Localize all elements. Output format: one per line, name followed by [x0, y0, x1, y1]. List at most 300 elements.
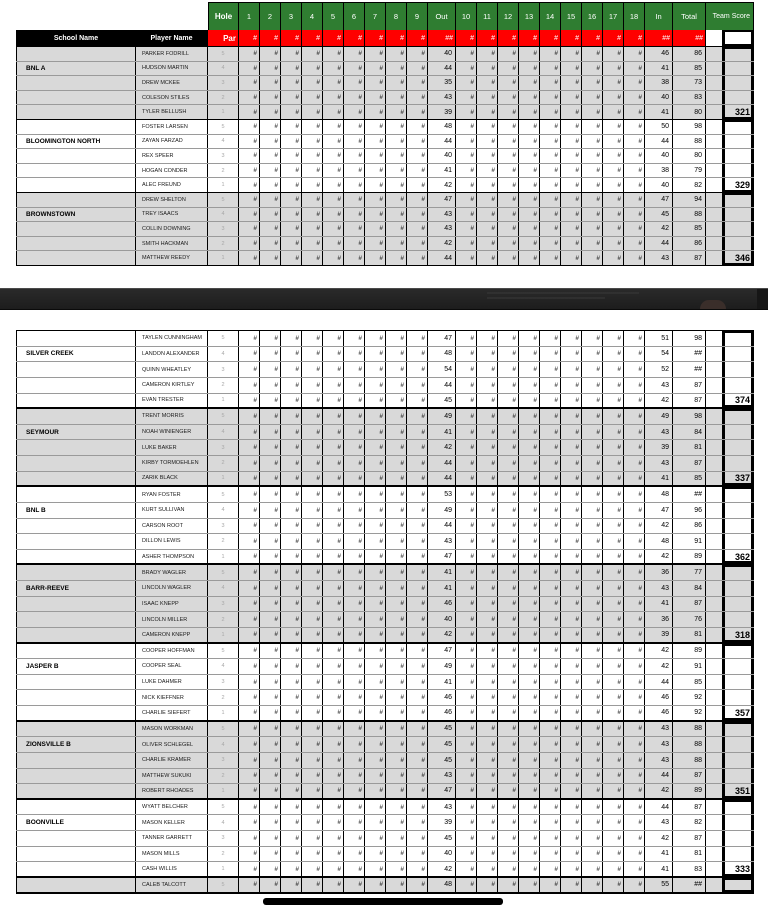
hole-score-cell[interactable]: # [519, 487, 540, 502]
team-score-cell[interactable]: 337 [723, 472, 754, 486]
gap-cell[interactable] [706, 503, 723, 518]
hole-score-cell[interactable]: # [477, 222, 498, 236]
hole-score-cell[interactable]: # [323, 149, 344, 163]
gap-cell[interactable] [706, 347, 723, 362]
hole-score-cell[interactable]: # [582, 208, 603, 222]
hole-score-cell[interactable]: # [519, 784, 540, 798]
hole-score-cell[interactable]: # [498, 178, 519, 192]
out-score-cell[interactable]: 44 [428, 456, 456, 471]
hole-score-cell[interactable]: # [498, 519, 519, 534]
hole-score-cell[interactable]: # [260, 800, 281, 815]
hole-score-cell[interactable]: # [323, 394, 344, 408]
hole-score-cell[interactable]: # [239, 847, 260, 862]
hole-score-cell[interactable]: # [498, 644, 519, 659]
in-score-cell[interactable]: 40 [645, 178, 673, 192]
hole-score-cell[interactable]: # [624, 784, 645, 798]
total-score-cell[interactable]: 98 [673, 331, 706, 346]
hole-number-header[interactable]: 18 [624, 2, 645, 30]
hole-score-cell[interactable]: # [624, 347, 645, 362]
hole-score-cell[interactable]: # [323, 425, 344, 440]
hole-score-cell[interactable]: # [239, 394, 260, 408]
hole-score-cell[interactable]: # [582, 347, 603, 362]
hole-score-cell[interactable]: # [365, 519, 386, 534]
hole-score-cell[interactable]: # [386, 135, 407, 149]
gap-cell[interactable] [706, 409, 723, 424]
hole-score-cell[interactable]: # [239, 503, 260, 518]
hole-score-cell[interactable]: # [540, 628, 561, 642]
player-name-cell[interactable]: MATTHEW REEDY [136, 251, 208, 265]
hole-score-cell[interactable]: # [281, 565, 302, 580]
hole-score-cell[interactable]: # [260, 519, 281, 534]
hole-score-cell[interactable]: # [281, 178, 302, 192]
par-hole-cell[interactable]: # [323, 30, 344, 46]
hole-score-cell[interactable]: # [582, 784, 603, 798]
hole-score-cell[interactable]: # [323, 644, 344, 659]
hole-score-cell[interactable]: # [582, 47, 603, 61]
hole-score-cell[interactable]: # [561, 690, 582, 705]
hole-score-cell[interactable]: # [302, 47, 323, 61]
hole-score-cell[interactable]: # [561, 628, 582, 642]
hole-score-cell[interactable]: # [456, 675, 477, 690]
team-score-cell[interactable]: 357 [723, 706, 754, 720]
hole-score-cell[interactable]: # [407, 675, 428, 690]
hole-score-cell[interactable]: # [540, 222, 561, 236]
hole-score-cell[interactable]: # [519, 456, 540, 471]
hole-score-cell[interactable]: # [365, 815, 386, 830]
hole-score-cell[interactable]: # [323, 47, 344, 61]
total-score-cell[interactable]: 82 [673, 815, 706, 830]
par-hole-cell[interactable]: # [344, 30, 365, 46]
hole-score-cell[interactable]: # [603, 222, 624, 236]
hole-score-cell[interactable]: # [407, 815, 428, 830]
par-hole-cell[interactable]: # [456, 30, 477, 46]
hole-score-cell[interactable]: # [365, 769, 386, 784]
hole-score-cell[interactable]: # [281, 120, 302, 134]
player-rank-cell[interactable]: 5 [208, 120, 239, 134]
school-name-cell[interactable] [16, 722, 136, 737]
hole-score-cell[interactable]: # [540, 753, 561, 768]
hole-score-cell[interactable]: # [302, 91, 323, 105]
school-name-cell[interactable] [16, 105, 136, 119]
hole-score-cell[interactable]: # [624, 628, 645, 642]
hole-score-cell[interactable]: # [386, 550, 407, 564]
out-score-cell[interactable]: 44 [428, 378, 456, 393]
hole-score-cell[interactable]: # [498, 164, 519, 178]
player-name-cell[interactable]: DREW MCKEE [136, 76, 208, 90]
hole-score-cell[interactable]: # [603, 487, 624, 502]
hole-score-cell[interactable]: # [456, 120, 477, 134]
hole-score-cell[interactable]: # [456, 425, 477, 440]
hole-score-cell[interactable]: # [260, 456, 281, 471]
hole-score-cell[interactable]: # [260, 76, 281, 90]
hole-score-cell[interactable]: # [344, 164, 365, 178]
hole-score-cell[interactable]: # [344, 815, 365, 830]
hole-score-cell[interactable]: # [498, 347, 519, 362]
hole-score-cell[interactable]: # [561, 76, 582, 90]
in-score-cell[interactable]: 41 [645, 62, 673, 76]
hole-score-cell[interactable]: # [624, 644, 645, 659]
school-name-cell[interactable] [16, 862, 136, 876]
hole-score-cell[interactable]: # [260, 847, 281, 862]
hole-score-cell[interactable]: # [456, 47, 477, 61]
in-score-cell[interactable]: 39 [645, 440, 673, 455]
player-rank-cell[interactable]: 5 [208, 644, 239, 659]
hole-score-cell[interactable]: # [407, 105, 428, 119]
player-name-cell[interactable]: FOSTER LARSEN [136, 120, 208, 134]
hole-score-cell[interactable]: # [477, 164, 498, 178]
hole-score-cell[interactable]: # [323, 862, 344, 876]
hole-score-cell[interactable]: # [365, 251, 386, 265]
hole-score-cell[interactable]: # [519, 47, 540, 61]
player-name-cell[interactable]: TAYLEN CUNNINGHAM [136, 331, 208, 346]
player-rank-cell[interactable]: 5 [208, 722, 239, 737]
player-rank-cell[interactable]: 2 [208, 237, 239, 251]
hole-score-cell[interactable]: # [239, 251, 260, 265]
hole-score-cell[interactable]: # [386, 394, 407, 408]
hole-score-cell[interactable]: # [498, 612, 519, 627]
hole-score-cell[interactable]: # [582, 690, 603, 705]
hole-score-cell[interactable]: # [540, 47, 561, 61]
gap-cell[interactable] [706, 565, 723, 580]
hole-score-cell[interactable]: # [456, 550, 477, 564]
hole-score-cell[interactable]: # [498, 193, 519, 207]
hole-score-cell[interactable]: # [540, 800, 561, 815]
hole-score-cell[interactable]: # [386, 659, 407, 674]
player-rank-cell[interactable]: 2 [208, 847, 239, 862]
hole-score-cell[interactable]: # [561, 706, 582, 720]
hole-score-cell[interactable]: # [624, 581, 645, 596]
hole-score-cell[interactable]: # [344, 91, 365, 105]
hole-score-cell[interactable]: # [281, 487, 302, 502]
hole-score-cell[interactable]: # [281, 193, 302, 207]
in-score-cell[interactable]: 42 [645, 659, 673, 674]
hole-score-cell[interactable]: # [519, 331, 540, 346]
hole-score-cell[interactable]: # [498, 472, 519, 486]
hole-score-cell[interactable]: # [365, 347, 386, 362]
in-score-cell[interactable]: 46 [645, 706, 673, 720]
total-score-cell[interactable]: 87 [673, 831, 706, 846]
hole-score-cell[interactable]: # [407, 753, 428, 768]
out-score-cell[interactable]: 35 [428, 76, 456, 90]
hole-score-cell[interactable]: # [323, 597, 344, 612]
hole-score-cell[interactable]: # [344, 784, 365, 798]
hole-score-cell[interactable]: # [540, 472, 561, 486]
school-name-cell[interactable]: BARR-REEVE [16, 581, 136, 596]
player-name-cell[interactable]: REX SPEER [136, 149, 208, 163]
hole-score-cell[interactable]: # [302, 706, 323, 720]
hole-score-cell[interactable]: # [561, 519, 582, 534]
player-name-cell[interactable]: CASH WILLIS [136, 862, 208, 876]
player-name-cell[interactable]: PARKER FODRILL [136, 47, 208, 61]
hole-score-cell[interactable]: # [561, 847, 582, 862]
hole-score-cell[interactable]: # [260, 722, 281, 737]
hole-score-cell[interactable]: # [260, 331, 281, 346]
hole-score-cell[interactable]: # [582, 503, 603, 518]
total-score-cell[interactable]: 86 [673, 47, 706, 61]
hole-score-cell[interactable]: # [477, 550, 498, 564]
hole-score-cell[interactable]: # [540, 394, 561, 408]
hole-score-cell[interactable]: # [239, 565, 260, 580]
hole-score-cell[interactable]: # [477, 690, 498, 705]
hole-score-cell[interactable]: # [477, 815, 498, 830]
player-rank-cell[interactable]: 3 [208, 149, 239, 163]
player-rank-cell[interactable]: 1 [208, 178, 239, 192]
hole-score-cell[interactable]: # [302, 737, 323, 752]
total-score-cell[interactable]: 89 [673, 550, 706, 564]
hole-score-cell[interactable]: # [624, 753, 645, 768]
hole-score-cell[interactable]: # [302, 105, 323, 119]
hole-score-cell[interactable]: # [477, 76, 498, 90]
in-score-cell[interactable]: 43 [645, 753, 673, 768]
hole-score-cell[interactable]: # [407, 628, 428, 642]
hole-score-cell[interactable]: # [519, 581, 540, 596]
hole-score-cell[interactable]: # [260, 831, 281, 846]
hole-score-cell[interactable]: # [519, 378, 540, 393]
hole-score-cell[interactable]: # [477, 675, 498, 690]
hole-score-cell[interactable]: # [477, 237, 498, 251]
school-name-cell[interactable] [16, 331, 136, 346]
hole-score-cell[interactable]: # [239, 76, 260, 90]
hole-score-cell[interactable]: # [456, 862, 477, 876]
hole-score-cell[interactable]: # [407, 251, 428, 265]
out-score-cell[interactable]: 44 [428, 251, 456, 265]
out-score-cell[interactable]: 41 [428, 581, 456, 596]
hole-score-cell[interactable]: # [323, 237, 344, 251]
hole-score-cell[interactable]: # [498, 456, 519, 471]
hole-score-cell[interactable]: # [302, 331, 323, 346]
out-score-cell[interactable]: 49 [428, 659, 456, 674]
team-score-cell[interactable] [723, 659, 754, 674]
player-rank-cell[interactable]: 4 [208, 581, 239, 596]
hole-score-cell[interactable]: # [498, 878, 519, 892]
hole-score-cell[interactable]: # [540, 105, 561, 119]
hole-score-cell[interactable]: # [344, 409, 365, 424]
hole-score-cell[interactable]: # [603, 456, 624, 471]
hole-score-cell[interactable]: # [498, 769, 519, 784]
hole-number-header[interactable]: 15 [561, 2, 582, 30]
hole-score-cell[interactable]: # [477, 472, 498, 486]
hole-score-cell[interactable]: # [561, 612, 582, 627]
hole-score-cell[interactable]: # [302, 208, 323, 222]
hole-score-cell[interactable]: # [498, 487, 519, 502]
hole-score-cell[interactable]: # [624, 120, 645, 134]
hole-score-cell[interactable]: # [603, 208, 624, 222]
in-score-cell[interactable]: 42 [645, 394, 673, 408]
hole-score-cell[interactable]: # [281, 550, 302, 564]
in-score-cell[interactable]: 55 [645, 878, 673, 892]
hole-score-cell[interactable]: # [302, 222, 323, 236]
total-score-cell[interactable]: 94 [673, 193, 706, 207]
par-hole-cell[interactable]: # [365, 30, 386, 46]
total-score-cell[interactable]: 85 [673, 62, 706, 76]
hole-score-cell[interactable]: # [344, 378, 365, 393]
hole-score-cell[interactable]: # [407, 76, 428, 90]
hole-score-cell[interactable]: # [603, 237, 624, 251]
hole-score-cell[interactable]: # [260, 690, 281, 705]
hole-score-cell[interactable]: # [407, 878, 428, 892]
total-score-cell[interactable]: 91 [673, 534, 706, 549]
hole-score-cell[interactable]: # [365, 178, 386, 192]
hole-score-cell[interactable]: # [456, 440, 477, 455]
in-score-cell[interactable]: 44 [645, 237, 673, 251]
hole-score-cell[interactable]: # [344, 519, 365, 534]
total-score-cell[interactable]: 88 [673, 135, 706, 149]
gap-cell[interactable] [706, 800, 723, 815]
hole-score-cell[interactable]: # [365, 105, 386, 119]
hole-score-cell[interactable]: # [603, 76, 624, 90]
hole-score-cell[interactable]: # [323, 62, 344, 76]
hole-score-cell[interactable]: # [561, 784, 582, 798]
hole-score-cell[interactable]: # [260, 425, 281, 440]
player-rank-cell[interactable]: 2 [208, 690, 239, 705]
hole-score-cell[interactable]: # [561, 178, 582, 192]
school-name-cell[interactable] [16, 675, 136, 690]
hole-score-cell[interactable]: # [477, 120, 498, 134]
player-name-cell[interactable]: LINCOLN WAGLER [136, 581, 208, 596]
hole-score-cell[interactable]: # [624, 831, 645, 846]
hole-score-cell[interactable]: # [603, 91, 624, 105]
gap-cell[interactable] [706, 644, 723, 659]
player-rank-cell[interactable]: 1 [208, 784, 239, 798]
team-score-cell[interactable] [723, 565, 754, 580]
hole-score-cell[interactable]: # [456, 612, 477, 627]
gap-cell[interactable] [706, 178, 723, 192]
hole-score-cell[interactable]: # [260, 737, 281, 752]
hole-score-cell[interactable]: # [561, 659, 582, 674]
hole-score-cell[interactable]: # [603, 440, 624, 455]
school-name-cell[interactable]: BNL B [16, 503, 136, 518]
in-score-cell[interactable]: 42 [645, 831, 673, 846]
hole-score-cell[interactable]: # [323, 456, 344, 471]
hole-score-cell[interactable]: # [624, 769, 645, 784]
hole-score-cell[interactable]: # [477, 487, 498, 502]
hole-score-cell[interactable]: # [477, 722, 498, 737]
player-rank-cell[interactable]: 4 [208, 208, 239, 222]
gap-cell[interactable] [706, 164, 723, 178]
gap-cell[interactable] [706, 30, 723, 46]
hole-score-cell[interactable]: # [344, 135, 365, 149]
hole-score-cell[interactable]: # [519, 62, 540, 76]
hole-number-header[interactable]: 1 [239, 2, 260, 30]
school-name-cell[interactable] [16, 91, 136, 105]
hole-score-cell[interactable]: # [603, 612, 624, 627]
hole-score-cell[interactable]: # [582, 164, 603, 178]
hole-score-cell[interactable]: # [386, 784, 407, 798]
hole-score-cell[interactable]: # [498, 565, 519, 580]
in-score-cell[interactable]: 39 [645, 628, 673, 642]
hole-score-cell[interactable]: # [281, 847, 302, 862]
hole-score-cell[interactable]: # [582, 456, 603, 471]
team-score-cell[interactable] [723, 800, 754, 815]
hole-score-cell[interactable]: # [281, 409, 302, 424]
hole-score-cell[interactable]: # [498, 135, 519, 149]
hole-score-cell[interactable]: # [323, 347, 344, 362]
player-rank-cell[interactable]: 4 [208, 503, 239, 518]
hole-score-cell[interactable]: # [239, 164, 260, 178]
player-name-cell[interactable]: SMITH HACKMAN [136, 237, 208, 251]
hole-score-cell[interactable]: # [323, 784, 344, 798]
hole-score-cell[interactable]: # [603, 878, 624, 892]
hole-score-cell[interactable]: # [603, 581, 624, 596]
hole-score-cell[interactable]: # [386, 208, 407, 222]
hole-score-cell[interactable]: # [281, 784, 302, 798]
hole-score-cell[interactable]: # [561, 425, 582, 440]
gap-cell[interactable] [706, 550, 723, 564]
in-score-cell[interactable]: 36 [645, 565, 673, 580]
hole-score-cell[interactable]: # [260, 251, 281, 265]
hole-score-cell[interactable]: # [540, 722, 561, 737]
school-name-cell[interactable] [16, 534, 136, 549]
school-name-cell[interactable] [16, 178, 136, 192]
hole-score-cell[interactable]: # [344, 472, 365, 486]
hole-score-cell[interactable]: # [498, 862, 519, 876]
team-score-cell[interactable] [723, 425, 754, 440]
hole-score-cell[interactable]: # [519, 628, 540, 642]
hole-score-cell[interactable]: # [540, 178, 561, 192]
school-name-cell[interactable]: BOONVILLE [16, 815, 136, 830]
hole-score-cell[interactable]: # [407, 831, 428, 846]
hole-score-cell[interactable]: # [477, 644, 498, 659]
out-score-cell[interactable]: 42 [428, 237, 456, 251]
hole-score-cell[interactable]: # [260, 394, 281, 408]
player-name-cell[interactable]: CHARLIE SIEFERT [136, 706, 208, 720]
gap-cell[interactable] [706, 878, 723, 892]
hole-score-cell[interactable]: # [456, 237, 477, 251]
hole-score-cell[interactable]: # [561, 47, 582, 61]
hole-score-cell[interactable]: # [344, 347, 365, 362]
hole-score-cell[interactable]: # [519, 706, 540, 720]
hole-score-cell[interactable]: # [407, 690, 428, 705]
out-score-cell[interactable]: 39 [428, 105, 456, 119]
hole-score-cell[interactable]: # [239, 784, 260, 798]
hole-score-cell[interactable]: # [323, 178, 344, 192]
hole-score-cell[interactable]: # [365, 91, 386, 105]
gap-cell[interactable] [706, 659, 723, 674]
hole-score-cell[interactable]: # [456, 597, 477, 612]
hole-score-cell[interactable]: # [456, 628, 477, 642]
hole-score-cell[interactable]: # [456, 690, 477, 705]
hole-score-cell[interactable]: # [498, 690, 519, 705]
hole-score-cell[interactable]: # [239, 753, 260, 768]
hole-score-cell[interactable]: # [624, 237, 645, 251]
hole-score-cell[interactable]: # [456, 706, 477, 720]
hole-score-cell[interactable]: # [519, 362, 540, 377]
total-score-cell[interactable]: 88 [673, 753, 706, 768]
hole-score-cell[interactable]: # [603, 472, 624, 486]
total-score-cell[interactable]: 81 [673, 847, 706, 862]
hole-score-cell[interactable]: # [407, 597, 428, 612]
par-hole-cell[interactable]: # [498, 30, 519, 46]
total-score-cell[interactable]: 84 [673, 425, 706, 440]
in-score-cell[interactable]: 41 [645, 847, 673, 862]
hole-score-cell[interactable]: # [281, 47, 302, 61]
hole-score-cell[interactable]: # [407, 862, 428, 876]
hole-score-cell[interactable]: # [323, 800, 344, 815]
school-name-cell[interactable]: BNL A [16, 62, 136, 76]
hole-number-header[interactable]: 3 [281, 2, 302, 30]
hole-score-cell[interactable]: # [582, 565, 603, 580]
hole-score-cell[interactable]: # [540, 737, 561, 752]
hole-score-cell[interactable]: # [281, 675, 302, 690]
hole-score-cell[interactable]: # [260, 565, 281, 580]
out-score-cell[interactable]: 42 [428, 440, 456, 455]
hole-score-cell[interactable]: # [540, 62, 561, 76]
hole-score-cell[interactable]: # [519, 76, 540, 90]
hole-score-cell[interactable]: # [519, 394, 540, 408]
total-score-cell[interactable]: 82 [673, 178, 706, 192]
player-rank-cell[interactable]: 5 [208, 565, 239, 580]
hole-score-cell[interactable]: # [519, 91, 540, 105]
